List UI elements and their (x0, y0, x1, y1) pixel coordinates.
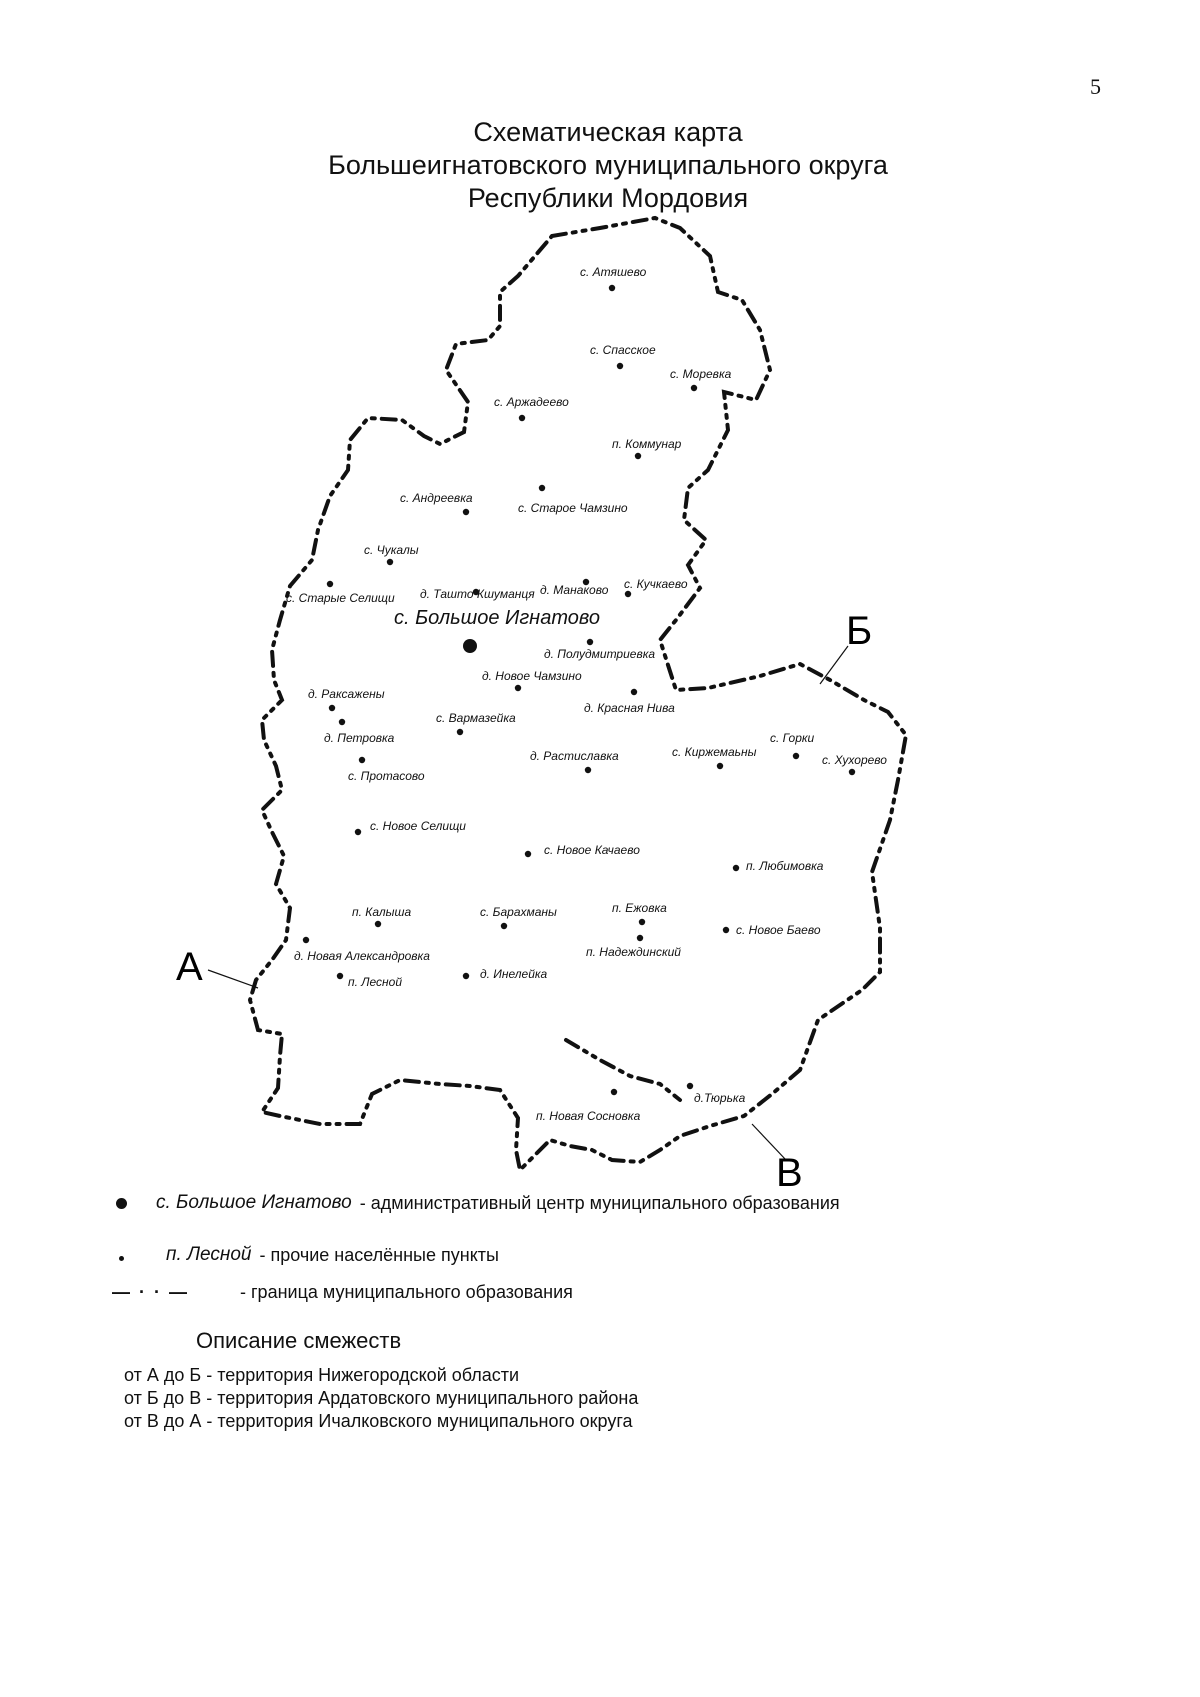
legend-other-name: п. Лесной (166, 1244, 252, 1265)
settlement-label: с. Старое Чамзино (518, 501, 628, 515)
settlement-dot (687, 1083, 693, 1089)
settlement-dot (587, 639, 593, 645)
legend-boundary (112, 1282, 573, 1303)
settlement-label: с. Новое Качаево (544, 843, 640, 857)
settlement-dot (375, 921, 381, 927)
adjacency-line-3: от В до А - территория Ичалковского муниципального округа (124, 1411, 633, 1431)
settlement-label: с. Аржадеево (494, 395, 569, 409)
settlement-label: п. Калыша (352, 905, 412, 919)
settlement-label: д. Новая Александровка (294, 949, 430, 963)
legend-other-desc: - прочие населённые пункты (259, 1244, 499, 1265)
legend-admin-center-name: с. Большое Игнатово (156, 1192, 352, 1213)
legend-other-settlements (116, 1244, 499, 1266)
settlement-dot (617, 363, 623, 369)
settlement-label: с. Старые Селищи (286, 591, 395, 605)
admin-center-label: с. Большое Игнатово (394, 607, 600, 629)
settlement-label: д. Раксажены (308, 687, 385, 701)
settlement-dot (355, 829, 361, 835)
leader-a (208, 970, 258, 988)
settlement-dot (585, 767, 591, 773)
settlement-dot (501, 923, 507, 929)
settlement-label: п. Любимовка (746, 859, 824, 873)
settlement-label: с. Киржемаьны (672, 745, 757, 759)
settlement-dot (849, 769, 855, 775)
leader-b (820, 646, 848, 684)
corner-label-b: Б (846, 609, 873, 653)
settlement-dot (639, 919, 645, 925)
settlement-dot (339, 719, 345, 725)
settlement-label: п. Новая Сосновка (536, 1109, 641, 1123)
settlement-label: д. Растиславка (530, 749, 619, 763)
adjacency-line-1: от А до Б - территория Нижегородской области (124, 1365, 520, 1385)
legend-boundary-desc: - граница муниципального образования (240, 1282, 573, 1302)
title-line-2: Большеигнатовского муниципального округа (328, 150, 888, 180)
settlement-label: с. Новое Баево (736, 923, 821, 937)
settlement-dot (463, 973, 469, 979)
settlement-dot (519, 415, 525, 421)
adjacency-list (124, 1364, 638, 1433)
settlement-dots (303, 285, 855, 1095)
settlement-label: с. Хухорево (822, 753, 887, 767)
settlement-dot (691, 385, 697, 391)
settlement-dot (337, 973, 343, 979)
adjacency-line-2: от Б до В - территория Ардатовского муниципального района (124, 1388, 639, 1408)
legend-admin-center (116, 1192, 840, 1214)
settlement-label: д. Петровка (324, 731, 395, 745)
boundary-line-icon: — · · — (112, 1282, 189, 1302)
settlement-dot (631, 689, 637, 695)
admin-center-dot (463, 639, 477, 653)
settlement-label: п. Ежовка (612, 901, 667, 915)
settlement-dot (525, 851, 531, 857)
settlement-dot (723, 927, 729, 933)
settlement-dot (717, 763, 723, 769)
settlement-dot (457, 729, 463, 735)
settlement-dot (793, 753, 799, 759)
corner-label-v: В (776, 1151, 803, 1190)
settlement-label: п. Лесной (348, 975, 402, 989)
settlement-label: с. Кучкаево (624, 577, 688, 591)
settlement-label: с. Чукалы (364, 543, 419, 557)
settlement-label: д. Инелейка (480, 967, 548, 981)
settlement-dot (611, 1089, 617, 1095)
settlement-dot (625, 591, 631, 597)
settlement-label: п. Коммунар (612, 437, 682, 451)
settlement-label: д. Полудмитриевка (544, 647, 656, 661)
settlement-label: п. Надеждинский (586, 945, 681, 959)
settlement-label: д. Красная Нива (584, 701, 675, 715)
admin-center-dot-icon (116, 1198, 127, 1209)
settlement-label: с. Протасово (348, 769, 425, 783)
settlement-label: с. Атяшево (580, 265, 647, 279)
settlement-label: с. Андреевка (400, 491, 473, 505)
settlement-label: д. Манаково (540, 583, 609, 597)
settlement-label: д. Ташто Кшуманця (420, 587, 535, 601)
settlement-label: с. Спасское (590, 343, 656, 357)
title-line-3: Республики Мордовия (467, 183, 749, 213)
internal-boundary (566, 1040, 680, 1100)
settlement-dot (609, 285, 615, 291)
settlement-dot (635, 453, 641, 459)
settlement-dot (303, 937, 309, 943)
corner-leaders (208, 646, 848, 1160)
settlement-label: с. Барахманы (480, 905, 557, 919)
settlement-dot (637, 935, 643, 941)
settlement-label: д. Новое Чамзино (482, 669, 582, 683)
settlement-label: с. Новое Селищи (370, 819, 466, 833)
corner-label-a: А (176, 945, 203, 989)
settlement-label: д.Тюрька (694, 1091, 746, 1105)
adjacency-title: Описание смежеств (196, 1328, 402, 1353)
settlement-dot (733, 865, 739, 871)
settlement-dot-icon (119, 1256, 124, 1261)
legend-admin-center-desc: - административный центр муниципального образования (359, 1192, 840, 1213)
settlement-label: с. Горки (770, 731, 815, 745)
settlement-dot (515, 685, 521, 691)
settlement-label: с. Моревка (670, 367, 732, 381)
settlement-dot (359, 757, 365, 763)
settlement-labels (286, 265, 887, 1123)
page-number: 5 (1090, 74, 1101, 99)
settlement-dot (463, 509, 469, 515)
title-line-1: Схематическая карта (473, 117, 743, 147)
settlement-label: с. Вармазейка (436, 711, 516, 725)
settlement-dot (327, 581, 333, 587)
settlement-dot (329, 705, 335, 711)
settlement-dot (539, 485, 545, 491)
settlement-dot (387, 559, 393, 565)
